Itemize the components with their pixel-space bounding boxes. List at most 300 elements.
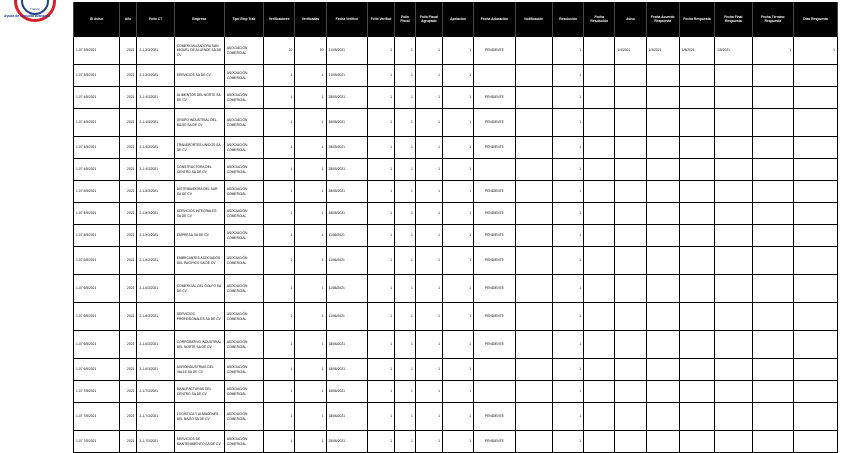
table-row[interactable] [74,225,838,247]
table-cell: 2021 [119,431,137,453]
column-header[interactable]: Fecha Término Respuesta [752,2,794,37]
table-cell [515,109,552,137]
table-cell [615,303,646,331]
table-cell [752,203,794,225]
table-cell: 1 [415,275,442,303]
table-cell [615,275,646,303]
table-cell: 2021 [119,331,137,359]
column-header[interactable]: Notificación [515,2,552,37]
table-cell: 1 [752,37,794,65]
table-cell [615,181,646,203]
table-cell: 2-1-6/3/2021 [137,359,174,381]
table-cell [515,275,552,303]
table-cell: 1 [264,403,295,431]
table-row[interactable] [74,359,838,381]
table-cell: 1-07 4/5/2021 [74,159,120,181]
table-cell: PENDIENTE [474,431,516,453]
table-cell [715,87,752,109]
table-row[interactable] [74,203,838,225]
table-cell: 1-07 4/5/2021 [74,109,120,137]
table-cell [679,159,714,181]
table-cell: 1 [295,159,326,181]
table-cell: ASOCIACIÓN COMERCIAL [224,37,263,65]
table-cell [515,431,552,453]
column-header[interactable]: Folio CT [137,2,174,37]
table-cell: 2-1-4/3/2021 [137,109,174,137]
table-cell [752,181,794,203]
table-cell [679,87,714,109]
table-cell: 11/06/2021 [326,275,368,303]
table-cell: 28/05/2021 [326,159,368,181]
column-header[interactable]: Resolución [553,2,584,37]
table-row[interactable] [74,331,838,359]
table-cell [752,275,794,303]
table-cell: 2-1-3/3/2021 [137,65,174,87]
table-cell: ASOCIACIÓN COMERCIAL [224,225,263,247]
table-cell: 1 [442,247,473,275]
table-cell: 1/4/2021 [646,37,679,65]
table-cell [794,403,838,431]
table-cell [515,159,552,181]
table-cell [584,225,615,247]
table-cell [752,359,794,381]
table-cell: SERVICIOS SA DE CV [174,65,224,87]
table-row[interactable] [74,37,838,65]
table-cell: 1 [395,403,416,431]
table-cell [584,65,615,87]
table-cell [679,431,714,453]
table-cell: 1 [368,225,395,247]
table-cell [752,225,794,247]
table-cell [715,303,752,331]
column-header[interactable]: Año [119,2,137,37]
table-cell: 1 [442,331,473,359]
table-cell [715,359,752,381]
table-row[interactable] [74,137,838,159]
table-row[interactable] [74,181,838,203]
table-cell: PENDIENTE [474,331,516,359]
table-cell [715,65,752,87]
table-cell [752,303,794,331]
table-cell: ASOCIACIÓN COMERCIAL [224,247,263,275]
table-cell: 1-07 5/5/2021 [74,203,120,225]
column-header[interactable]: Fecha Verificó [326,2,368,37]
table-cell [679,331,714,359]
table-cell: 1 [264,65,295,87]
table-cell: ALIMENTOS DEL NORTE SA DE CV [174,87,224,109]
table-cell: 1 [415,37,442,65]
table-cell [584,159,615,181]
table-cell: SERVICIOS PROFESIONALES SA DE CV [174,303,224,331]
table-cell [646,275,679,303]
table-cell: 1 [295,381,326,403]
table-cell [752,87,794,109]
table-cell: PENDIENTE [474,247,516,275]
table-cell: 1 [442,65,473,87]
table-cell: 2021 [119,109,137,137]
table-cell: 1 [368,203,395,225]
table-cell [794,203,838,225]
table-header-row [74,2,838,37]
table-cell: 18/06/2021 [326,359,368,381]
table-cell: SERVICIOS DE MANTENIMIENTO SA DE CV [174,431,224,453]
table-cell: 2021 [119,225,137,247]
table-cell: 2-1-6/3/2021 [137,331,174,359]
table-cell: FABRICANTES ASOCIADOS DEL PACÍFICO SA DE CV [174,247,224,275]
table-cell: 25/06/2021 [326,431,368,453]
table-cell [794,303,838,331]
table-row[interactable] [74,247,838,275]
table-cell: 1 [264,87,295,109]
table-cell: 1 [415,303,442,331]
table-cell: 1 [415,225,442,247]
column-header[interactable]: Tipo Emp Trab [224,2,263,37]
table-cell [679,275,714,303]
table-cell: PENDIENTE [474,37,516,65]
table-cell: 1/5/2021 [679,37,714,65]
table-cell: 28/05/2021 [326,109,368,137]
table-cell: PENDIENTE [474,137,516,159]
table-cell [515,303,552,331]
table-cell: 1 [553,403,584,431]
table-cell: 1 [553,181,584,203]
table-cell [679,181,714,203]
table-cell: PENDIENTE [474,203,516,225]
table-cell: MANUFACTURAS DEL CENTRO SA DE CV [174,381,224,403]
table-cell: 2021 [119,159,137,181]
table-cell: 1 [368,137,395,159]
table-cell: 1 [368,331,395,359]
table-cell: 1 [415,181,442,203]
table-cell: 2-1-5/3/2021 [137,181,174,203]
table-cell: 1 [415,137,442,159]
table-cell [794,137,838,159]
table-cell: 2-1-3/3/2021 [137,37,174,65]
table-cell: PENDIENTE [474,109,516,137]
table-cell: 2-1-7/3/2021 [137,381,174,403]
table-cell: 2021 [119,303,137,331]
table-cell: 1 [553,37,584,65]
table-cell: 1 [264,203,295,225]
table-cell: 1 [395,37,416,65]
table-cell [584,303,615,331]
page-caption: Ayuda de consulta avanzada [4,14,51,18]
table-cell: 1 [415,403,442,431]
table-cell: ASOCIACIÓN COMERCIAL [224,87,263,109]
table-cell: 1 [553,87,584,109]
table-cell [715,225,752,247]
table-cell [646,109,679,137]
table-cell: 1 [553,159,584,181]
table-cell [584,381,615,403]
table-cell: 1 [553,109,584,137]
table-cell: 1/5/2021 [715,37,752,65]
table-cell: 1 [442,203,473,225]
table-cell [584,247,615,275]
column-header[interactable]: Fecha Resolución [584,2,615,37]
column-header[interactable]: Verificadores [264,2,295,37]
table-cell [515,203,552,225]
table-cell [646,137,679,159]
table-cell: 1 [368,37,395,65]
table-cell: 10 [295,37,326,65]
table-cell [752,381,794,403]
table-cell [474,359,516,381]
table-cell: 2021 [119,381,137,403]
table-cell [794,381,838,403]
table-cell [515,381,552,403]
table-cell: 2021 [119,403,137,431]
table-cell: ASOCIACIÓN COMERCIAL [224,275,263,303]
table-cell: 1 [295,275,326,303]
table-cell [646,225,679,247]
table-cell: 2021 [119,275,137,303]
table-row[interactable] [74,303,838,331]
table-cell [474,381,516,403]
table-cell: 1 [553,431,584,453]
results-sheet [73,2,838,448]
table-cell: 1 [442,275,473,303]
column-header[interactable]: Folio Fiscal [395,2,416,37]
table-cell: 1 [395,159,416,181]
table-cell: 2-1-6/3/2021 [137,303,174,331]
table-cell: 1 [553,225,584,247]
table-cell: 1 [395,65,416,87]
table-cell: 18/06/2021 [326,403,368,431]
table-cell: 2021 [119,65,137,87]
table-cell: TRANSPORTES UNIDOS SA DE CV [174,137,224,159]
logo [14,0,56,22]
table-cell: 1 [415,331,442,359]
table-cell [752,431,794,453]
table-cell: 1 [295,137,326,159]
column-header[interactable]: Verificadas [295,2,326,37]
table-cell [794,65,838,87]
table-cell: 1 [553,303,584,331]
table-cell: ASOCIACIÓN COMERCIAL [224,431,263,453]
table-cell: 1 [442,403,473,431]
table-cell [715,203,752,225]
table-cell: PENDIENTE [474,275,516,303]
table-cell: 1/4/2021 [615,37,646,65]
table-cell: 11/06/2021 [326,225,368,247]
table-cell [679,303,714,331]
table-cell [474,65,516,87]
table-cell [615,331,646,359]
table-row[interactable] [74,431,838,453]
table-cell: 11/06/2021 [326,303,368,331]
table-cell: 1 [264,359,295,381]
column-header[interactable]: Días Respuesta [794,2,838,37]
table-cell: 1-07 3/5/2021 [74,37,120,65]
table-cell: 1 [368,181,395,203]
column-header[interactable]: Fecha Aclaración [474,2,516,37]
table-cell [794,181,838,203]
table-cell: 1 [553,65,584,87]
table-cell: 1 [264,181,295,203]
table-cell [715,275,752,303]
table-cell: 1 [553,381,584,403]
table-cell: AGROINDUSTRIAS DEL VALLE SA DE CV [174,359,224,381]
table-cell [679,65,714,87]
table-body [74,37,838,453]
table-cell: 1 [368,275,395,303]
table-cell: 1-07 5/5/2021 [74,247,120,275]
table-cell: ASOCIACIÓN COMERCIAL [224,65,263,87]
table-cell [679,403,714,431]
table-cell [646,303,679,331]
table-cell: 1 [295,65,326,87]
column-header[interactable]: Fecha Respuesta [679,2,714,37]
column-header[interactable]: Aviso [615,2,646,37]
table-row[interactable] [74,159,838,181]
table-cell [794,331,838,359]
table-cell: 2-1-6/3/2021 [137,275,174,303]
table-row[interactable] [74,403,838,431]
table-cell [615,225,646,247]
table-row[interactable] [74,381,838,403]
table-cell [615,159,646,181]
table-cell: 21/05/2021 [326,37,368,65]
table-cell [646,403,679,431]
table-cell: 2-1-7/3/2021 [137,403,174,431]
table-cell [794,109,838,137]
table-cell: 2021 [119,137,137,159]
table-cell: 1-07 3/5/2021 [74,65,120,87]
table-cell: 1 [368,109,395,137]
column-header[interactable]: Fecha Acuerdo Respuesta [646,2,679,37]
table-cell [584,359,615,381]
table-cell: 2-1-4/3/2021 [137,159,174,181]
column-header[interactable]: Folio Fiscal Agrupado [415,2,442,37]
table-cell: PENDIENTE [474,225,516,247]
table-row[interactable] [74,87,838,109]
table-cell: 1 [442,359,473,381]
table-cell [584,37,615,65]
table-cell [679,225,714,247]
table-cell: 1-07 5/5/2021 [74,181,120,203]
table-cell [615,65,646,87]
table-cell: 1 [368,403,395,431]
table-cell [679,381,714,403]
table-cell [615,403,646,431]
table-cell [584,181,615,203]
table-cell [584,203,615,225]
table-cell: 1 [442,225,473,247]
table-cell: 1 [415,359,442,381]
table-cell: 1 [295,225,326,247]
table-cell: 18/06/2021 [326,331,368,359]
table-cell [715,159,752,181]
table-cell: 1 [415,109,442,137]
table-cell: 18/06/2021 [326,381,368,403]
column-header[interactable]: Fecha Final Respuesta [715,2,752,37]
table-cell: 1 [395,137,416,159]
table-cell: ASOCIACIÓN COMERCIAL [224,359,263,381]
table-cell: 1 [553,359,584,381]
table-cell: 1-07 4/5/2021 [74,87,120,109]
table-cell: 2-1-4/3/2021 [137,87,174,109]
table-cell [615,87,646,109]
table-cell [646,331,679,359]
table-cell [679,109,714,137]
table-cell: 1 [368,431,395,453]
table-cell: 1 [264,159,295,181]
table-cell [752,247,794,275]
table-cell: 1 [415,247,442,275]
table-cell: 1 [442,181,473,203]
table-row[interactable] [74,65,838,87]
table-cell: LOGÍSTICA Y ALMACENES DEL BAJÍO SA DE CV [174,403,224,431]
table-cell [615,247,646,275]
table-cell: 1 [295,247,326,275]
table-cell [515,331,552,359]
table-cell: COMERCIAL DEL GOLFO SA DE CV [174,275,224,303]
table-cell: 2021 [119,359,137,381]
table-cell: ASOCIACIÓN COMERCIAL [224,181,263,203]
table-cell: 1 [442,303,473,331]
column-header[interactable]: Apelación [442,2,473,37]
table-cell: 2-1-5/3/2021 [137,247,174,275]
column-header[interactable]: Empresa [174,2,224,37]
column-header[interactable]: Folio Verificó [368,2,395,37]
table-cell: 1-07 6/5/2021 [74,303,120,331]
table-cell [474,159,516,181]
table-cell: PENDIENTE [474,87,516,109]
table-cell: 1 [295,331,326,359]
table-cell [584,275,615,303]
table-cell [752,403,794,431]
table-cell: 1 [395,87,416,109]
table-row[interactable] [74,275,838,303]
table-cell: 21/05/2021 [326,65,368,87]
results-table [73,2,838,453]
table-cell: ASOCIACIÓN COMERCIAL [224,403,263,431]
table-cell: CONSTRUCTORA DEL CENTRO SA DE CV [174,159,224,181]
table-cell: ASOCIACIÓN COMERCIAL [224,203,263,225]
table-cell [515,87,552,109]
table-cell [794,87,838,109]
table-cell: 1 [415,87,442,109]
table-cell: 1 [415,381,442,403]
table-cell: 28/05/2021 [326,181,368,203]
table-cell: 1 [395,225,416,247]
table-cell: 1 [553,331,584,359]
table-cell: 1 [395,203,416,225]
table-row[interactable] [74,109,838,137]
table-cell: 1 [395,181,416,203]
table-cell: 1-07 7/5/2021 [74,381,120,403]
table-cell [615,137,646,159]
table-cell: CORPORATIVO INDUSTRIAL DEL NORTE SA DE CV [174,331,224,359]
table-cell: 1 [368,247,395,275]
table-cell: 1 [415,65,442,87]
table-cell: 2021 [119,87,137,109]
table-cell: ASOCIACIÓN COMERCIAL [224,303,263,331]
table-cell [646,159,679,181]
column-header[interactable]: ID Aviso [74,2,120,37]
table-cell: 2-1-5/3/2021 [137,225,174,247]
table-cell [715,403,752,431]
table-cell [715,137,752,159]
table-cell [515,359,552,381]
table-cell [715,331,752,359]
table-cell [584,431,615,453]
table-cell: EMPRESA SA DE CV [174,225,224,247]
table-cell [646,203,679,225]
table-cell [794,275,838,303]
table-cell: 1 [295,203,326,225]
